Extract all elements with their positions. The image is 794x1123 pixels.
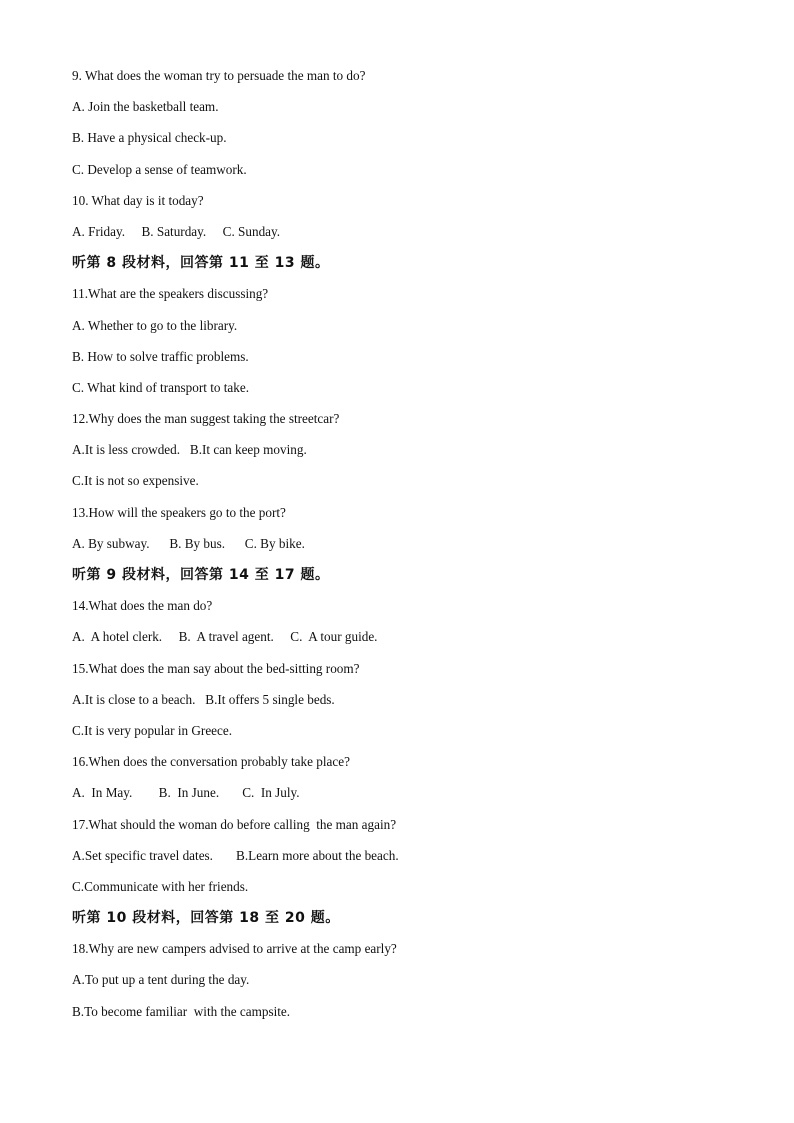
q9-option-b: B. Have a physical check-up. (72, 130, 227, 146)
q10-options: A. Friday. B. Saturday. C. Sunday. (72, 223, 281, 239)
question-9: 9. What does the woman try to persuade the man to do? (72, 68, 366, 83)
q16-options: A. In May. B. In June. C. In July. (72, 785, 300, 801)
question-11: 11.What are the speakers discussing? (72, 286, 269, 302)
q9-option-c: C. Develop a sense of teamwork. (72, 161, 247, 177)
question-17: 17.What should the woman do before calling the man again? (72, 816, 397, 832)
question-18: 18.Why are new campers advised to arrive at the camp early? (72, 941, 397, 957)
q13-options: A. By subway. B. By bus. C. By bike. (72, 535, 305, 551)
question-10: 10. What day is it today? (72, 192, 204, 208)
q11-option-b: B. How to solve traffic problems. (72, 348, 249, 364)
q9-option-a: A. Join the basketball team. (72, 99, 219, 115)
question-14: 14.What does the man do? (72, 598, 213, 614)
section-10-heading: 听第 10 段材料，回答第 18 至 20 题。 (72, 910, 340, 927)
question-13: 13.How will the speakers go to the port? (72, 504, 286, 520)
q18-option-a: A.To put up a tent during the day. (72, 972, 250, 988)
q14-options: A. A hotel clerk. B. A travel agent. C. A tour guide. (72, 629, 378, 645)
q12-option-c: C.It is not so expensive. (72, 473, 199, 489)
q15-options-ab: A.It is close to a beach. B.It offers 5 single beds. (72, 691, 335, 707)
q11-option-c: C. What kind of transport to take. (72, 379, 250, 395)
section-9-heading: 听第 9 段材料，回答第 14 至 17 题。 (72, 567, 330, 583)
section-8-heading: 听第 8 段材料，回答第 11 至 13 题。 (72, 255, 330, 272)
q18-option-b: B.To become familiar with the campsite. (72, 1003, 291, 1019)
question-16: 16.When does the conversation probably take place? (72, 754, 350, 770)
q17-options-ab: A.Set specific travel dates. B.Learn more about the beach. (72, 847, 399, 863)
q15-option-c: C.It is very popular in Greece. (72, 722, 233, 738)
q17-option-c: C.Communicate with her friends. (72, 878, 249, 894)
question-15: 15.What does the man say about the bed-sitting room? (72, 660, 360, 676)
question-12: 12.Why does the man suggest taking the streetcar? (72, 411, 340, 427)
q11-option-a: A. Whether to go to the library. (72, 317, 238, 333)
q12-options-ab: A.It is less crowded. B.It can keep moving. (72, 442, 307, 458)
exam-page (72, 66, 732, 1033)
